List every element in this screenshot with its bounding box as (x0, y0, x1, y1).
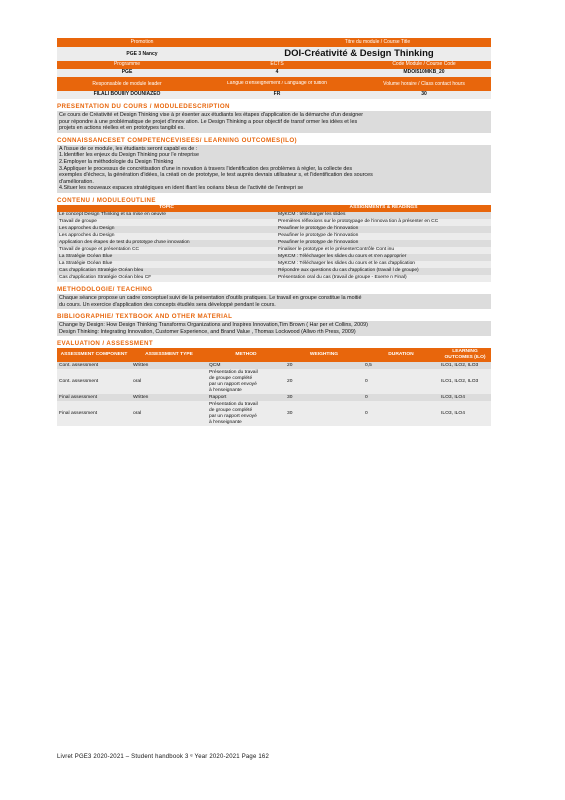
table-row (57, 212, 491, 219)
knowledge-title: CONNAISSANCESET COMPETENCEVISEES/ LEARNING OUTCOMES(ILO) (57, 136, 298, 144)
weighting-cell: 20 (287, 362, 293, 368)
header-row-5 (57, 77, 491, 91)
presentation-title: PRESENTATION DU COURS / MODULEDESCRIPTION (57, 103, 230, 110)
assign-header: ASSIGNMENTS & READINGS (349, 205, 418, 211)
knowledge-line: 4.Situer les nouveaux espaces stratégiques en ident ifiant les océans bleus de l'activité de l'entrepri se (59, 185, 304, 192)
method-cell: Rapport (209, 394, 227, 400)
table-row (57, 254, 491, 261)
knowledge-line: 2.Employer la méthodologie du Design Thinking (59, 158, 174, 165)
duration-cell: 0 (365, 410, 368, 416)
method-cell: Présentation du travail de groupe complété par un rapport envoyé à l'enseignante (209, 369, 258, 393)
table-row (57, 362, 491, 369)
promotion-label: Promotion (130, 39, 154, 45)
weighting-cell: 30 (287, 410, 293, 416)
langue-value: FR (273, 91, 281, 97)
header-row-1 (57, 38, 491, 47)
duration-header: DURATION (388, 352, 414, 358)
type-header: ASSESSMENT TYPE (145, 352, 193, 358)
ects-label: ECTS (270, 61, 284, 67)
table-row (57, 394, 491, 401)
bibliographie-title: BIBLIOGRAPHIE/ TEXTBOOK AND OTHER MATERIAL (57, 313, 233, 321)
assign-cell: Peaufiner le prototype de l'innovation (278, 226, 359, 232)
topic-header: TOPIC (159, 205, 174, 211)
ilo-header: LEARNING OUTCOMES (ILO) (444, 349, 486, 361)
header-row-6 (57, 91, 491, 99)
topic-cell: Cas d'application Stratégie Océan bleu (59, 268, 144, 274)
ects-value: 4 (275, 69, 279, 75)
course-title: DOI-Créativité & Design Thinking (284, 48, 434, 59)
component-cell: Final assessment (59, 394, 98, 400)
duration-cell: 0 (365, 378, 368, 384)
knowledge-line: 3.Appliquer le processus de concrétisation d'une in novation à travers l'identification des problèmes à régler, la collecte des (59, 165, 353, 172)
method-cell: QCM (209, 362, 221, 368)
table-row (57, 261, 491, 268)
component-cell: Final assessment (59, 410, 98, 416)
topic-cell: Application des étapes de test du prototype d'une innovation (59, 240, 190, 246)
topic-cell: Les approches du Design (59, 226, 115, 232)
topic-cell: La Stratégie Océan Blue (59, 254, 113, 260)
knowledge-line: exemples d'échecs, la génération d'idées, la créati on de prototype, le test auprès devrais utilisateur s, et l'identification des sources (59, 172, 373, 179)
responsable-value: FILALI BOUIIIY DOUNIAZEO (93, 91, 161, 97)
contenu-title: CONTENU / MODULEOUTLINE (57, 196, 156, 204)
assign-cell: Premières réflexions sur le prototypage de l'innova tion à présenter en CC (278, 219, 439, 225)
assign-cell: Finaliser le prototype et le présenterContrôle Cont inu (278, 247, 395, 253)
evaluation-title: EVALUATION / ASSESSMENT (57, 340, 154, 348)
table-row (57, 233, 491, 240)
course-sheet (57, 38, 491, 426)
assign-cell: Peaufiner le prototype de l'innovation (278, 233, 359, 239)
assign-cell: MyKCM : Télécharger les slides du cours et le cas d'application (278, 261, 416, 267)
topic-cell: Cas d'application Stratégie Océan bleu CF (59, 275, 152, 281)
presentation-text: Ce cours de Créativité et Design Thinking vise à pr ésenter aux étudiants les étapes d'application de la démarche d'un designer pour répondre à une problématique de projet d'innov ation. Le Design Thinking a pour objectif de transf ormer les idées et les projets en actions réelles et en prototypes tangibl es. (57, 111, 491, 133)
assign-cell: MyKCM : télécharger les slides (278, 212, 346, 218)
topic-cell: Les approches du Design (59, 233, 115, 239)
knowledge-line: d'amélioration. (59, 178, 94, 185)
topic-cell: Travail de groupe et présentation CC (59, 247, 140, 253)
promotion-value: PGE 3 Nancy (126, 51, 158, 57)
evaluation-header-row (57, 348, 491, 362)
table-row (57, 219, 491, 226)
methodologie-text: Chaque séance propose un cadre conceptuel suivi de la présentation d'outils pratiques. Le travail en groupe constitue la moitié du cours. Un exercice d'application des concepts étudiés sera développé pendant le cours. (57, 294, 491, 309)
method-cell: Présentation du travail de groupe complété par un rapport envoyé à l'enseignante (209, 401, 258, 425)
title-label: Titre du module / Course Title (344, 39, 411, 45)
table-row (57, 226, 491, 233)
methodologie-title: METHODOLOGIE/ TEACHING (57, 285, 153, 293)
table-row (57, 268, 491, 275)
code-value: MDOI510MKB_20 (403, 69, 445, 75)
contenu-table (57, 205, 491, 282)
assign-cell: Présentation oral du cas (travail de groupe - Exerre n Final) (278, 275, 407, 281)
programme-label: Programme (113, 61, 141, 67)
header-row-4 (57, 69, 491, 77)
duration-cell: 0 (365, 394, 368, 400)
topic-cell: La Stratégie Océan Blue (59, 261, 113, 267)
duration-cell: 0,5 (365, 362, 372, 368)
table-row (57, 275, 491, 282)
component-cell: Cont. assessment (59, 378, 99, 384)
assign-cell: Peaufiner le prototype de l'innovation (278, 240, 359, 246)
table-row (57, 401, 491, 426)
evaluation-table (57, 348, 491, 426)
type-cell: oral (133, 410, 142, 416)
topic-cell: Le concept Design Thinking et sa mise en oeuvre (59, 212, 167, 218)
ilo-cell: ILO1, ILO2, ILO3 (441, 362, 479, 368)
component-cell: Cont. assessment (59, 362, 99, 368)
weighting-cell: 30 (287, 394, 293, 400)
ilo-cell: ILO3, ILO4 (441, 394, 465, 400)
component-header: ASSESSMENT COMPONENT (60, 352, 128, 358)
type-cell: Written (133, 394, 149, 400)
header-row-3 (57, 61, 491, 69)
topic-cell: Travail de groupe (59, 219, 97, 225)
bibliographie-text: Change by Design: How Design Thinking Transforms Organizations and Inspires Innovation,Tim Brown ( Har per et Collins, 2009) Design Thinking: Integrating Innovation, Customer Experience, and Brand Value , Thomas Lockwood (Allwo rth Press, 2009) (57, 321, 491, 336)
type-cell: Written (133, 362, 149, 368)
assign-cell: MyKCM : Télécharger les slides du cours et s'en approprier (278, 254, 407, 260)
weighting-cell: 20 (287, 378, 293, 384)
ilo-cell: ILO1, ILO2, ILO3 (441, 378, 479, 384)
contenu-header-row (57, 205, 491, 212)
table-row (57, 369, 491, 394)
volume-label: Volume horaire / Class contact hours (383, 80, 465, 87)
type-cell: oral (133, 378, 142, 384)
code-label: Code Module / Course Code (392, 61, 456, 67)
method-header: METHOD (235, 352, 257, 358)
ilo-cell: ILO3, ILO4 (441, 410, 465, 416)
weighting-header: WEIGHTING (309, 352, 339, 358)
assign-cell: Répondre aux questions du cas d'application (travail l de groupe) (278, 268, 419, 274)
table-row (57, 240, 491, 247)
knowledge-line: A l'issue de ce module, les étudiants seront capabl es de : (59, 145, 198, 152)
header-row-2 (57, 47, 491, 61)
volume-value: 30 (421, 91, 427, 97)
knowledge-line: 1.Identifier les enjeux du Design Thinking pour l'e ntreprise (59, 152, 199, 159)
programme-value: PGE (121, 69, 133, 75)
knowledge-text (57, 145, 491, 193)
responsable-label: Responsable de module leader (92, 80, 162, 87)
table-row (57, 247, 491, 254)
page-footer: Livret PGE3 2020-2021 – Student handbook 3 ᵉ Year 2020-2021 Page 162 (57, 754, 269, 760)
langue-label: Langue d'enseignement / Language of tuition (227, 81, 327, 87)
